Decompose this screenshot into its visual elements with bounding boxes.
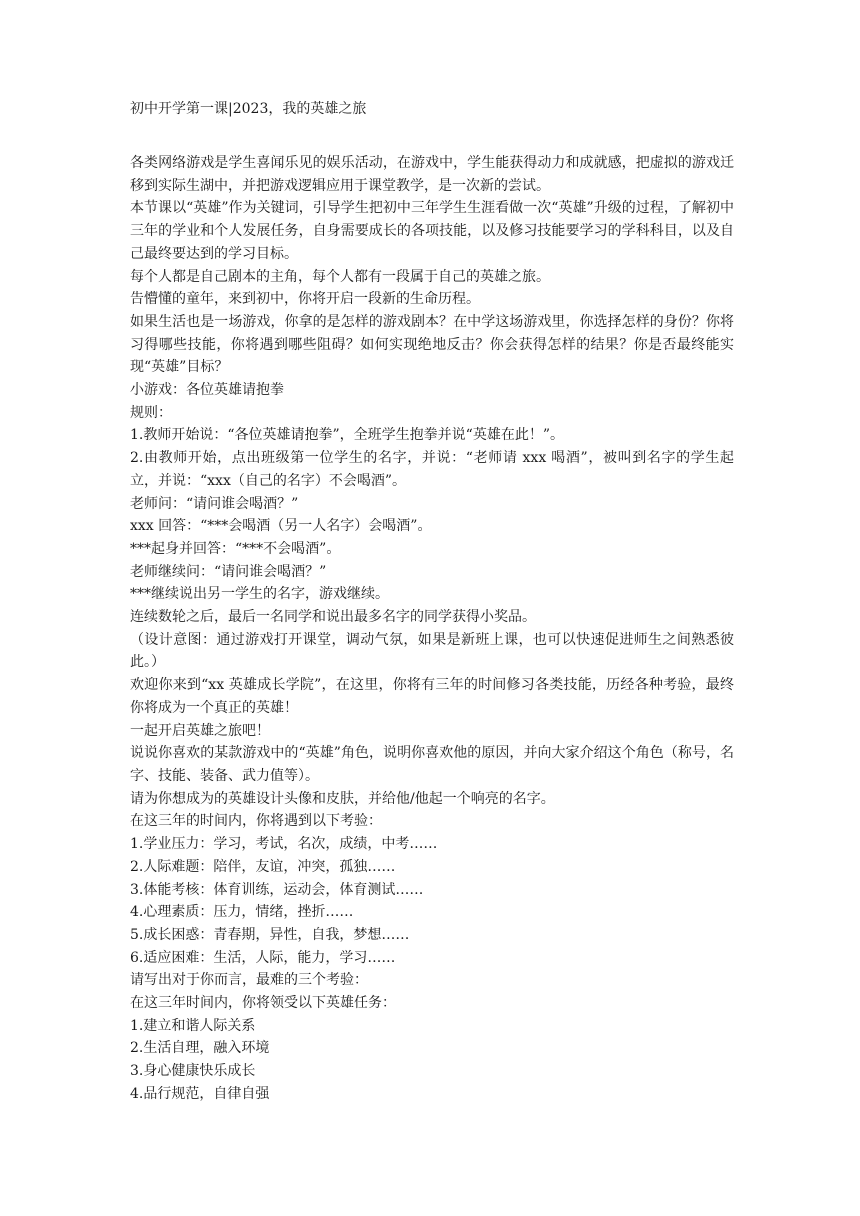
dialogue-line: xxx 回答：“***会喝酒（另一人名字）会喝酒”。 (130, 518, 432, 535)
paragraph: 连续数轮之后，最后一名同学和说出最多名字的同学获得小奖品。 (130, 609, 536, 626)
paragraph: 请为你想成为的英雄设计头像和皮肤，并给他/他起一个响亮的名字。 (130, 790, 555, 807)
trial-item: 6.适应困难：生活，人际，能力，学习…… (130, 949, 396, 966)
tasks-heading: 在这三年时间内，你将领受以下英雄任务： (130, 995, 396, 1012)
paragraph-prompt: 请写出对于你而言，最难的三个考验： (130, 972, 368, 989)
task-item: 4.品行规范，自律自强 (130, 1085, 270, 1102)
dialogue-line: ***起身并回答：“***不会喝酒”。 (130, 540, 341, 557)
paragraph-lesson-overview: 本节课以“英雄”作为关键词，引导学生把初中三年学生生涯看做一次“英雄”升级的过程，了解初中三年的学业和个人发展任务，自身需要成长的各项技能，以及修习技能要学习的学科科目，以及自己最终要达到的学习目标。 (130, 200, 734, 262)
section-heading-mini-game: 小游戏：各位英雄请抱拳 (130, 382, 284, 399)
design-intent-note: （设计意图：通过游戏打开课堂，调动气氛，如果是新班上课，也可以快速促进师生之间熟悉彼此。） (130, 631, 734, 671)
paragraph: 一起开启英雄之旅吧！ (130, 722, 270, 739)
trial-item: 1.学业压力：学习，考试，名次，成绩，中考…… (130, 836, 438, 853)
document-body (130, 152, 734, 1106)
trials-heading: 在这三年的时间内，你将遇到以下考验： (130, 813, 382, 830)
rule-item: 1.教师开始说：“各位英雄请抱拳”，全班学生抱拳并说“英雄在此！”。 (130, 427, 564, 444)
dialogue-line: ***继续说出另一学生的名字，游戏继续。 (130, 586, 389, 603)
task-item: 1.建立和谐人际关系 (130, 1017, 256, 1034)
dialogue-line: 老师继续问：“请问谁会喝酒？” (130, 563, 327, 580)
trial-item: 2.人际难题：陪伴，友谊，冲突，孤独…… (130, 858, 396, 875)
trial-item: 3.体能考核：体育训练，运动会，体育测试…… (130, 881, 424, 898)
task-item: 3.身心健康快乐成长 (130, 1063, 256, 1080)
document-page (130, 98, 734, 1106)
paragraph-intro: 各类网络游戏是学生喜闻乐见的娱乐活动，在游戏中，学生能获得动力和成就感，把虚拟的游戏迁移到实际生湖中，并把游戏逻辑应用于课堂教学，是一次新的尝试。 (130, 155, 734, 194)
paragraph: 每个人都是自己剧本的主角，每个人都有一段属于自己的英雄之旅。 (130, 268, 550, 285)
document-title: 初中开学第一课|2023，我的英雄之旅 (130, 101, 367, 117)
dialogue-line: 老师问：“请问谁会喝酒？” (130, 495, 299, 512)
rules-heading: 规则： (130, 404, 172, 421)
task-item: 2.生活自理，融入环境 (130, 1040, 270, 1057)
paragraph-discussion: 说说你喜欢的某款游戏中的“英雄”角色，说明你喜欢他的原因，并向大家介绍这个角色（称号，名字、技能、装备、武力值等）。 (130, 745, 734, 784)
paragraph-questions: 如果生活也是一场游戏，你拿的是怎样的游戏剧本？在中学这场游戏里，你选择怎样的身份？你将习得哪些技能，你将遇到哪些阻碍？如何实现绝地反击？你会获得怎样的结果？你是否最终能实现“英雄”目标？ (130, 313, 734, 376)
paragraph: 告懵懂的童年，来到初中，你将开启一段新的生命历程。 (130, 291, 480, 308)
rule-item: 2.由教师开始，点出班级第一位学生的名字，并说：“老师请 xxx 喝酒”，被叫到名字的学生起立，并说：“xxx（自己的名字）不会喝酒”。 (130, 450, 734, 489)
trial-item: 5.成长困惑：青春期，异性，自我，梦想…… (130, 926, 410, 943)
paragraph-welcome: 欢迎你来到“xx 英雄成长学院”，在这里，你将有三年的时间修习各类技能，历经各种考验，最终你将成为一个真正的英雄！ (130, 677, 734, 716)
trial-item: 4.心理素质：压力，情绪，挫折…… (130, 904, 354, 921)
